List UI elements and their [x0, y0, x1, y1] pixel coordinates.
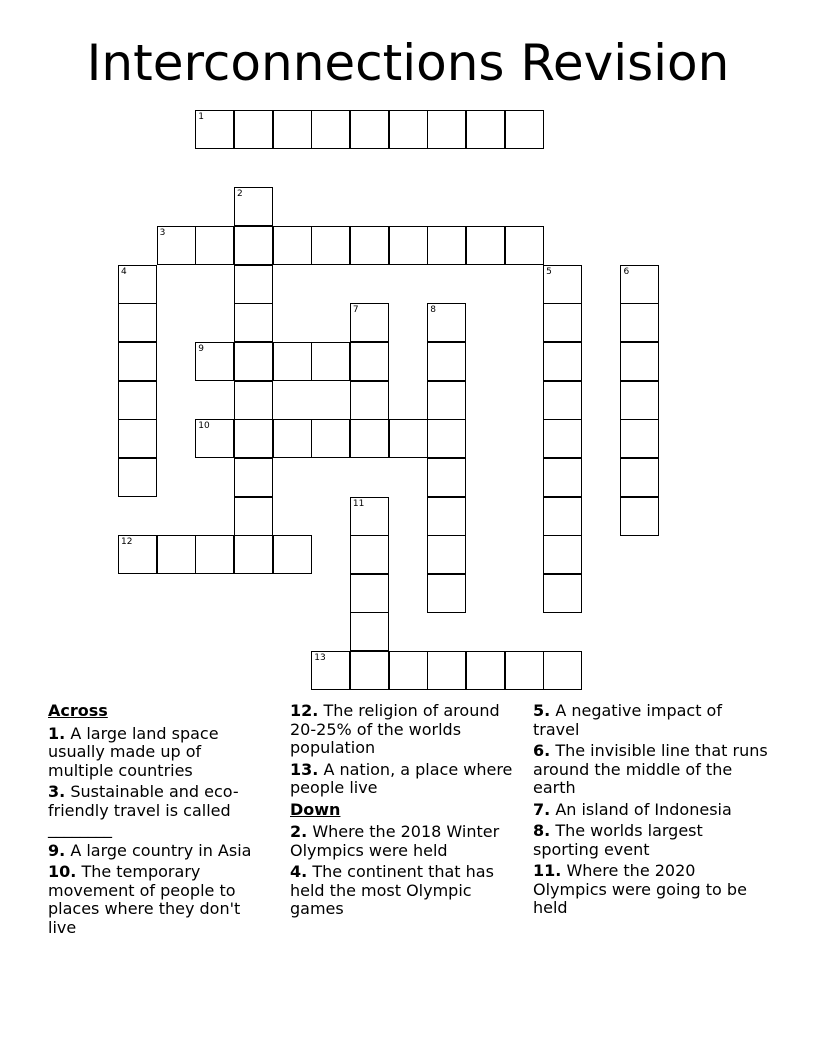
crossword-cell[interactable] — [543, 265, 582, 304]
crossword-cell[interactable] — [427, 535, 466, 574]
across-heading: Across — [48, 701, 108, 720]
crossword-cell[interactable] — [620, 497, 659, 536]
clue-across-10: 10. The temporary movement of people to places where they don't live — [48, 862, 241, 937]
crossword-cell[interactable] — [620, 265, 659, 304]
crossword-cell[interactable] — [620, 458, 659, 497]
crossword-cell[interactable] — [118, 458, 157, 497]
cell-number: 7 — [352, 305, 359, 316]
crossword-cell[interactable] — [505, 110, 544, 149]
crossword-cell[interactable] — [273, 226, 312, 265]
crossword-cell[interactable] — [273, 110, 312, 149]
crossword-cell[interactable] — [350, 381, 389, 420]
crossword-cell[interactable] — [234, 458, 273, 497]
crossword-cell[interactable] — [273, 342, 312, 381]
clue-down-2: 2. Where the 2018 Winter Olympics were held — [290, 822, 500, 860]
page-title: Interconnections Revision — [86, 34, 730, 92]
crossword-cell[interactable] — [234, 226, 273, 265]
cell-number: 11 — [352, 498, 365, 509]
crossword-cell[interactable] — [118, 342, 157, 381]
crossword-cell[interactable] — [620, 381, 659, 420]
crossword-cell[interactable] — [466, 110, 505, 149]
crossword-cell[interactable] — [195, 535, 234, 574]
crossword-cell[interactable] — [505, 651, 544, 690]
crossword-cell[interactable] — [195, 226, 234, 265]
crossword-cell[interactable] — [195, 419, 234, 458]
crossword-cell[interactable] — [350, 574, 389, 613]
crossword-cell[interactable] — [543, 497, 582, 536]
crossword-cell[interactable] — [350, 651, 389, 690]
crossword-cell[interactable] — [620, 419, 659, 458]
crossword-cell[interactable] — [234, 187, 273, 226]
cell-number: 3 — [159, 227, 166, 238]
crossword-cell[interactable] — [118, 303, 157, 342]
crossword-cell[interactable] — [389, 651, 428, 690]
crossword-cell[interactable] — [543, 651, 582, 690]
crossword-cell[interactable] — [466, 651, 505, 690]
crossword-cell[interactable] — [350, 110, 389, 149]
crossword-cell[interactable] — [118, 381, 157, 420]
crossword-cell[interactable] — [427, 497, 466, 536]
crossword-cell[interactable] — [234, 535, 273, 574]
cell-number: 8 — [430, 305, 436, 316]
crossword-cell[interactable] — [543, 419, 582, 458]
clues-column-1 — [48, 702, 266, 940]
crossword-cell[interactable] — [350, 303, 389, 342]
clue-across-13: 13. A nation, a place where people live — [290, 759, 513, 797]
crossword-cell[interactable] — [311, 110, 350, 149]
crossword-cell[interactable] — [311, 226, 350, 265]
cell-number: 9 — [198, 343, 205, 354]
cell-number: 2 — [236, 189, 243, 200]
clue-down-5: 5. A negative impact of travel — [533, 701, 722, 739]
crossword-cell[interactable] — [311, 419, 350, 458]
crossword-cell[interactable] — [543, 574, 582, 613]
crossword-cell[interactable] — [234, 342, 273, 381]
clue-across-12: 12. The religion of around 20-25% of the worlds population — [290, 701, 500, 757]
crossword-cell[interactable] — [350, 612, 389, 651]
crossword-cell[interactable] — [118, 535, 157, 574]
cell-number: 10 — [198, 421, 210, 432]
crossword-cell[interactable] — [389, 419, 428, 458]
crossword-cell[interactable] — [427, 574, 466, 613]
crossword-cell[interactable] — [427, 381, 466, 420]
crossword-cell[interactable] — [350, 226, 389, 265]
crossword-cell[interactable] — [234, 381, 273, 420]
crossword-cell[interactable] — [427, 419, 466, 458]
clue-across-1: 1. A large land space usually made up of multiple countries — [48, 723, 219, 780]
clue-down-7: 7. An island of Indonesia — [533, 799, 732, 819]
cell-number: 1 — [198, 112, 205, 122]
clue-down-6: 6. The invisible line that runs around the middle of the earth — [533, 741, 768, 797]
crossword-cell[interactable] — [350, 535, 389, 574]
clues-column-2 — [290, 702, 524, 922]
crossword-cell[interactable] — [427, 651, 466, 690]
crossword-cell[interactable] — [350, 342, 389, 381]
crossword-cell[interactable] — [234, 419, 273, 458]
crossword-cell[interactable] — [350, 419, 389, 458]
clues-column-3 — [533, 702, 769, 921]
cell-number: 6 — [623, 266, 630, 277]
crossword-cell[interactable] — [543, 458, 582, 497]
crossword-cell[interactable] — [311, 651, 350, 690]
crossword-cell[interactable] — [350, 497, 389, 536]
crossword-cell[interactable] — [389, 110, 428, 149]
crossword-cell[interactable] — [118, 419, 157, 458]
crossword-cell[interactable] — [427, 342, 466, 381]
crossword-cell[interactable] — [543, 342, 582, 381]
clue-down-11: 11. Where the 2020 Olympics were going to be held — [533, 861, 747, 917]
crossword-cell[interactable] — [427, 110, 466, 149]
cell-number: 5 — [546, 266, 552, 277]
crossword-cell[interactable] — [427, 226, 466, 265]
crossword-cell[interactable] — [543, 303, 582, 342]
cell-number: 12 — [121, 537, 133, 548]
crossword-cell[interactable] — [195, 342, 234, 381]
clue-down-4: 4. The continent that has held the most Olympic games — [290, 862, 494, 918]
crossword-cell[interactable] — [273, 535, 312, 574]
crossword-cell[interactable] — [234, 110, 273, 149]
crossword-cell[interactable] — [543, 381, 582, 420]
crossword-cell[interactable] — [273, 419, 312, 458]
crossword-cell[interactable] — [620, 342, 659, 381]
crossword-cell[interactable] — [427, 303, 466, 342]
crossword-cell[interactable] — [234, 497, 273, 536]
crossword-cell[interactable] — [466, 226, 505, 265]
crossword-cell[interactable] — [505, 226, 544, 265]
crossword-cell[interactable] — [157, 226, 196, 265]
crossword-cell[interactable] — [157, 535, 196, 574]
crossword-cell[interactable] — [543, 535, 582, 574]
clue-down-8: 8. The worlds largest sporting event — [533, 821, 703, 859]
crossword-cell[interactable] — [234, 303, 273, 342]
crossword-cell[interactable] — [620, 303, 659, 342]
cell-number: 4 — [121, 266, 127, 277]
crossword-cell[interactable] — [427, 458, 466, 497]
down-heading: Down — [290, 799, 341, 819]
cell-number: 13 — [314, 653, 326, 664]
clue-across-9: 9. A large country in Asia — [48, 840, 252, 860]
crossword-cell[interactable] — [195, 110, 234, 149]
clue-across-3: 3. Sustainable and eco-friendly travel is called ________ — [48, 782, 239, 838]
crossword-cell[interactable] — [118, 265, 157, 304]
crossword-cell[interactable] — [389, 226, 428, 265]
crossword-cell[interactable] — [311, 342, 350, 381]
crossword-cell[interactable] — [234, 265, 273, 304]
